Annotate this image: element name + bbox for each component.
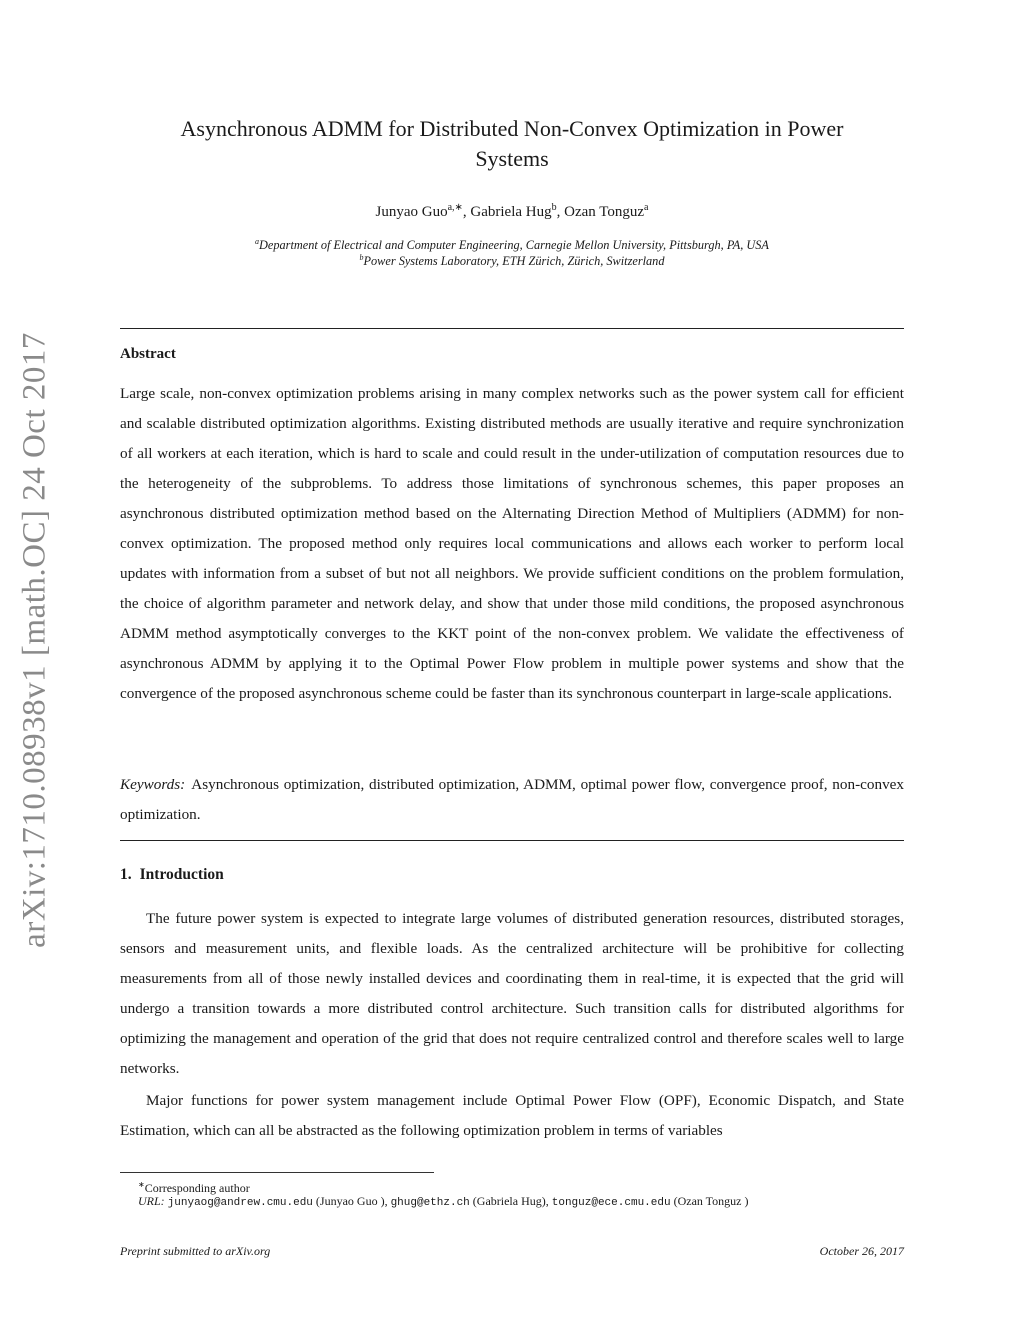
email-link[interactable]: ghug@ethz.ch bbox=[390, 1197, 470, 1209]
author-name: Junyao Guo bbox=[375, 204, 448, 220]
section-number: 1. bbox=[120, 866, 132, 883]
author-superscript: a,∗ bbox=[447, 202, 463, 213]
email-owner: (Junyao Guo ) bbox=[315, 1194, 385, 1208]
affiliation-text: Department of Electrical and Computer Engineering, Carnegie Mellon University, Pittsburgh, PA, USA bbox=[259, 238, 769, 253]
url-label: URL: bbox=[138, 1194, 165, 1208]
preprint-date: October 26, 2017 bbox=[819, 1244, 904, 1258]
title-line-1: Asynchronous ADMM for Distributed Non-Convex Optimization in Power bbox=[180, 116, 844, 141]
section-title: Introduction bbox=[139, 866, 224, 883]
affiliation-marker: b bbox=[359, 253, 364, 262]
intro-paragraph-2: Major functions for power system management include Optimal Power Flow (OPF), Economic Dispatch, and State Estimation, which can all be abstracted as the following optimization problem in terms of variables bbox=[120, 1092, 904, 1139]
preprint-note: Preprint submitted to arXiv.org bbox=[120, 1244, 271, 1258]
arxiv-identifier: arXiv:1710.08938v1 [math.OC] 24 Oct 2017 bbox=[16, 332, 53, 948]
paper-title bbox=[120, 114, 904, 174]
section-heading bbox=[120, 866, 224, 884]
abstract-body: Large scale, non-convex optimization problems arising in many complex networks such as the power system call for efficient and scalable distributed optimization algorithms. Existing distributed methods are usually iterative and require synchronization of all workers at each iteration, which is hard to scale and could result in the under-utilization of computation resources due to the heterogeneity of the subproblems. To address those limitations of synchronous schemes, this paper proposes an asynchronous distributed optimization method based on the Alternating Direction Method of Multipliers (ADMM) for non-convex optimization. The proposed method only requires local communications and allows each worker to perform local updates with information from a subset of but not all neighbors. We provide sufficient conditions on the problem formulation, the choice of algorithm parameter and network delay, and show that under those mild conditions, the proposed asynchronous ADMM method asymptotically converges to the KKT point of the non-convex problem. We validate the effectiveness of asynchronous ADMM by applying it to the Optimal Power Flow problem in multiple power systems and show that the convergence of the proposed asynchronous scheme could be faster than its synchronous counterpart in large-scale applications. bbox=[120, 385, 904, 702]
email-owner: (Ozan Tonguz ) bbox=[673, 1194, 749, 1208]
abstract-heading: Abstract bbox=[120, 346, 176, 362]
bottom-rule bbox=[120, 840, 904, 841]
intro-paragraph-1: The future power system is expected to integrate large volumes of distributed generation resources, distributed storages, sensors and measurement units, and flexible loads. As the centralized architecture will be prohibitive for collecting measurements from all of those newly installed devices and coordinating them in real-time, it is expected that the grid will undergo a transition towards a more distributed control architecture. Such transition calls for distributed algorithms for optimizing the management and operation of the grid that does not require centralized control and therefore scales well to large networks. bbox=[120, 910, 904, 1077]
email-link[interactable]: tonguz@ece.cmu.edu bbox=[551, 1197, 671, 1209]
email-link[interactable]: junyaog@andrew.cmu.edu bbox=[167, 1197, 313, 1209]
keywords-label: Keywords: bbox=[120, 776, 186, 793]
author-superscript: b bbox=[551, 202, 557, 213]
footnote-text: Corresponding author bbox=[144, 1181, 250, 1195]
footnote-rule bbox=[120, 1172, 434, 1173]
footnote-urls: URL: junyaog@andrew.cmu.edu (Junyao Guo ), ghug@ethz.ch (Gabriela Hug), tonguz@ece.cmu.edu (Ozan Tonguz ) bbox=[138, 1194, 749, 1209]
affiliation-text: Power Systems Laboratory, ETH Zürich, Zürich, Switzerland bbox=[363, 254, 665, 269]
footnote-marker: ∗ bbox=[138, 1180, 145, 1189]
email-owner: (Gabriela Hug) bbox=[472, 1194, 546, 1208]
keywords-text: Asynchronous optimization, distributed optimization, ADMM, optimal power flow, convergence proof, non-convex optimization. bbox=[120, 776, 904, 823]
author-name: Ozan Tonguz bbox=[564, 204, 645, 220]
title-line-2: Systems bbox=[475, 146, 549, 171]
author-superscript: a bbox=[644, 202, 649, 213]
author-list: Junyao Guo$^{a,∗}$, Gabriela Hug$^b$, Ozan Tonguz$^a$ bbox=[375, 202, 649, 220]
top-rule bbox=[120, 328, 904, 329]
keywords bbox=[120, 770, 904, 830]
affiliation-b bbox=[120, 253, 904, 269]
affiliation-a bbox=[120, 237, 904, 253]
affiliation-marker: a bbox=[255, 237, 260, 246]
author-name: Gabriela Hug bbox=[470, 204, 552, 220]
